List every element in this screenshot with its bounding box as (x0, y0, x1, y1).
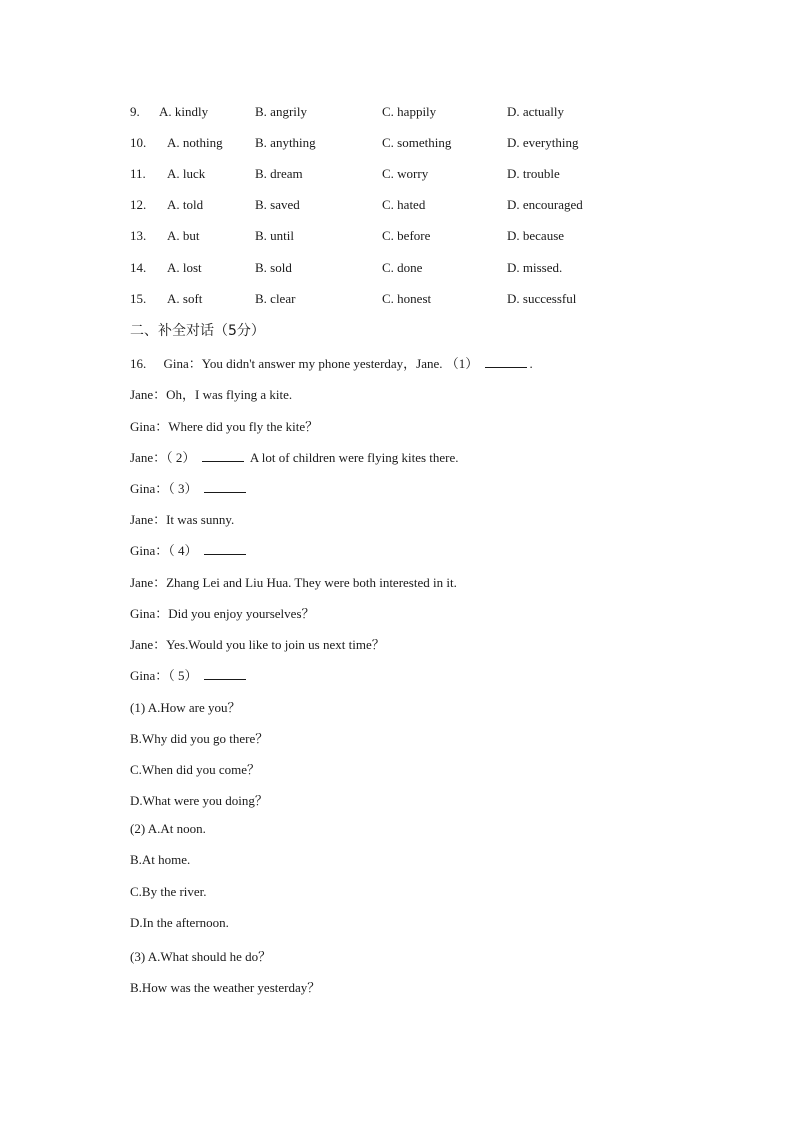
option-c: C. hated (382, 197, 426, 212)
dialogue-line-9: Gina：Did you enjoy yourselves？ (130, 606, 315, 621)
dialogue-line-8: Jane：Zhang Lei and Liu Hua. They were both interested in it. (130, 575, 457, 590)
option-d: D. encouraged (507, 197, 583, 212)
option-c: C. honest (382, 291, 432, 306)
option-c: C. done (382, 260, 423, 275)
question-number: 16. (130, 356, 147, 371)
question-row-9 (130, 104, 690, 124)
option-d: D. everything (507, 135, 579, 150)
option-d: D. actually (507, 104, 565, 119)
question-number: 14. (130, 260, 147, 275)
option-d: D. missed. (507, 260, 563, 275)
dialogue-text: Gina：（ 5） (130, 668, 198, 683)
answer-blank-4[interactable] (204, 542, 246, 555)
dialogue-line-7 (130, 540, 249, 560)
option-c: C. happily (382, 104, 437, 119)
answer-blank-5[interactable] (204, 667, 246, 680)
question-number: 9. (130, 104, 140, 119)
dialogue-line-1 (130, 353, 533, 373)
dialogue-text: Gina：You didn't answer my phone yesterday，Jane. （1） (163, 356, 479, 371)
dialogue-line-6: Jane：It was sunny. (130, 512, 235, 527)
option-a: A. nothing (167, 135, 223, 150)
option-line: C.When did you come？ (130, 762, 260, 777)
dialogue-text: Gina：（ 3） (130, 481, 198, 496)
option-a: A. soft (167, 291, 203, 306)
dialogue-text: Gina：（ 4） (130, 543, 198, 558)
option-a: A. luck (167, 166, 206, 181)
option-b: B. saved (255, 197, 300, 212)
option-b: B. angrily (255, 104, 307, 119)
dialogue-line-5 (130, 478, 249, 498)
option-line: (2) A.At noon. (130, 821, 206, 836)
option-line: B.At home. (130, 852, 191, 867)
option-d: D. because (507, 228, 565, 243)
dialogue-text: . (529, 356, 533, 371)
question-row-13 (130, 228, 690, 248)
section-title: 二、补全对话（5分） (130, 323, 265, 339)
option-b: B. dream (255, 166, 303, 181)
question-row-15 (130, 291, 690, 311)
dialogue-line-10: Jane：Yes.Would you like to join us next time？ (130, 637, 385, 652)
option-line: (3) A.What should he do？ (130, 949, 272, 964)
option-a: A. lost (167, 260, 202, 275)
question-row-10 (130, 135, 690, 155)
dialogue-line-4 (130, 447, 459, 467)
question-number: 15. (130, 291, 147, 306)
dialogue-line-2: Jane：Oh，I was flying a kite. (130, 387, 293, 402)
option-b: B. anything (255, 135, 316, 150)
option-line: C.By the river. (130, 884, 207, 899)
answer-blank-3[interactable] (204, 480, 246, 493)
answer-blank-1[interactable] (485, 355, 527, 368)
option-c: C. worry (382, 166, 429, 181)
option-line: (1) A.How are you？ (130, 700, 241, 715)
option-line: B.Why did you go there？ (130, 731, 269, 746)
question-row-14 (130, 260, 690, 280)
option-a: A. told (167, 197, 204, 212)
option-a: A. kindly (159, 104, 209, 119)
option-a: A. but (167, 228, 200, 243)
question-row-12 (130, 197, 690, 217)
question-number: 10. (130, 135, 147, 150)
question-number: 12. (130, 197, 147, 212)
option-c: C. something (382, 135, 452, 150)
option-b: B. sold (255, 260, 292, 275)
option-c: C. before (382, 228, 431, 243)
question-number: 13. (130, 228, 147, 243)
dialogue-line-3: Gina：Where did you fly the kite？ (130, 419, 319, 434)
option-line: B.How was the weather yesterday？ (130, 980, 321, 995)
option-b: B. clear (255, 291, 296, 306)
question-row-11 (130, 166, 690, 186)
option-d: D. trouble (507, 166, 560, 181)
dialogue-line-11 (130, 665, 249, 685)
option-line: D.In the afternoon. (130, 915, 229, 930)
dialogue-text: A lot of children were flying kites there. (249, 450, 459, 465)
option-d: D. successful (507, 291, 577, 306)
option-line: D.What were you doing？ (130, 793, 268, 808)
option-b: B. until (255, 228, 295, 243)
answer-blank-2[interactable] (202, 449, 244, 462)
dialogue-text: Jane：（ 2） (130, 450, 196, 465)
question-number: 11. (130, 166, 146, 181)
